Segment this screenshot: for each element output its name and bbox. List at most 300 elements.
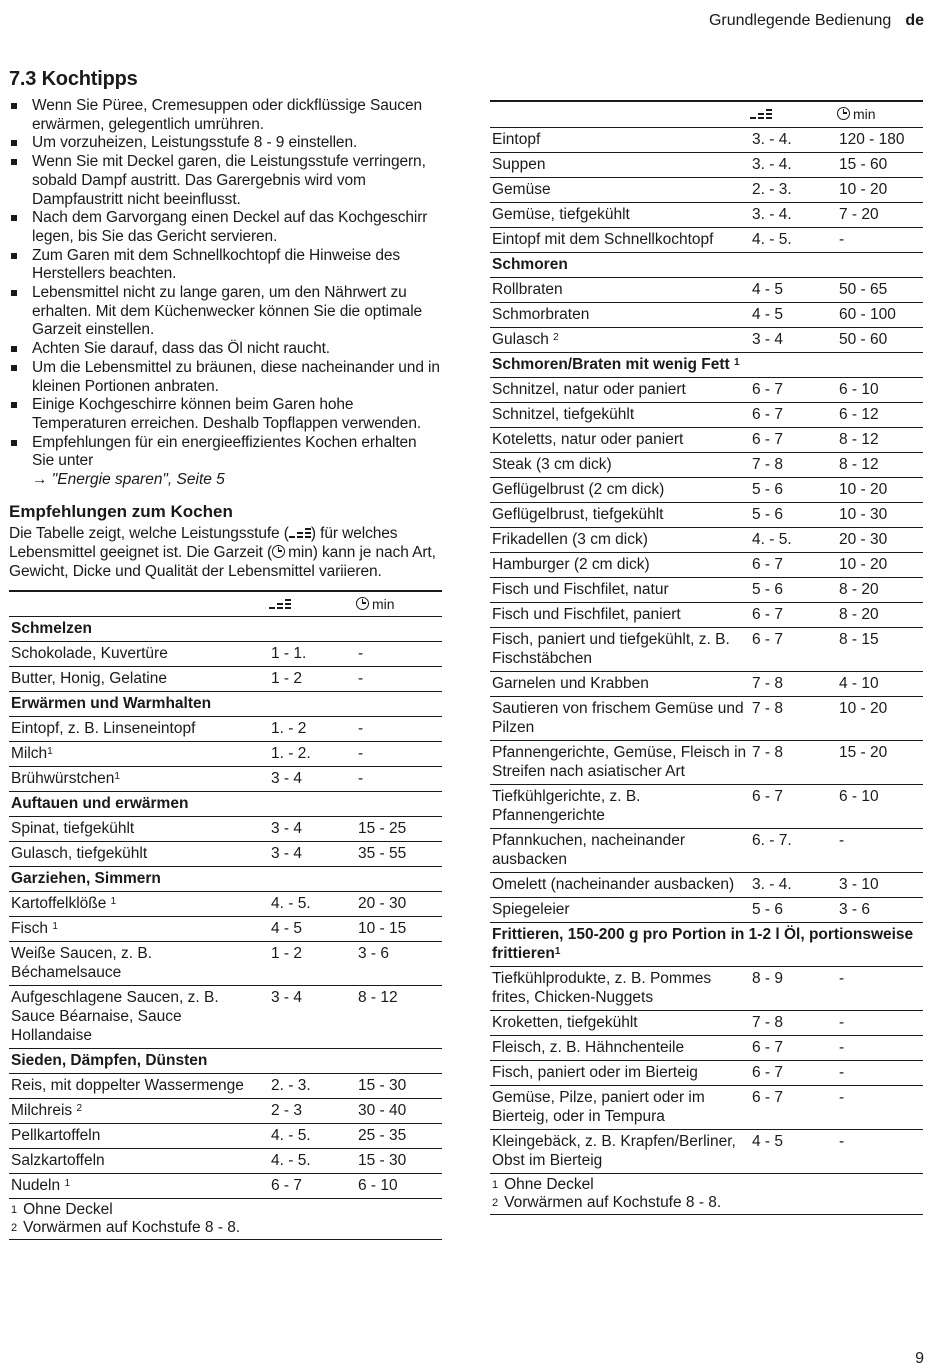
food-label: Fisch: [11, 920, 53, 938]
header-time-cell: [837, 101, 923, 127]
time-cell: 15 - 20: [837, 740, 923, 784]
level-cell: 1. - 2.: [269, 742, 356, 767]
table-row: [490, 1035, 923, 1060]
footnote-marker: 2: [76, 1103, 83, 1115]
level-cell: 4 - 5: [269, 917, 356, 942]
time-cell: 120 - 180: [837, 127, 923, 152]
food-cell: [9, 892, 269, 917]
table-row: [9, 842, 442, 867]
time-cell: 8 - 12: [356, 986, 442, 1049]
time-cell: -: [356, 642, 442, 667]
category-row: [9, 617, 442, 642]
tips-list: [9, 97, 442, 471]
level-cell: 6 - 7: [750, 552, 837, 577]
table-row: [490, 127, 923, 152]
footnote-marker: 1: [47, 746, 53, 758]
cross-reference-link[interactable]: → "Energie sparen", Seite 5: [32, 471, 225, 489]
time-cell: 15 - 25: [356, 817, 442, 842]
table-row: [9, 717, 442, 742]
cooking-table-left: [9, 590, 442, 1200]
section-heading: [9, 68, 442, 91]
food-cell: [490, 784, 750, 828]
food-cell: [490, 177, 750, 202]
level-cell: 4. - 5.: [750, 527, 837, 552]
level-cell: 3. - 4.: [750, 152, 837, 177]
category-label: Schmoren: [492, 255, 568, 273]
time-cell: 8 - 15: [837, 627, 923, 671]
tip-item: Um vorzuheizen, Leistungsstufe 8 - 9 einstellen.: [9, 134, 442, 153]
intro-part-2: ) für welches Lebensmittel geeignet ist. Die Garzeit (: [9, 524, 398, 561]
level-cell: 6 - 7: [750, 427, 837, 452]
tip-item: Um die Lebensmittel zu bräunen, diese nacheinander und in kleinen Portionen anbraten.: [9, 359, 442, 396]
food-cell: [9, 986, 269, 1049]
table-row: [9, 1124, 442, 1149]
food-label: Schnitzel, tiefgekühlt: [492, 405, 635, 423]
power-level-icon: [269, 595, 291, 609]
food-label: Eintopf, z. B. Linseneintopf: [11, 720, 196, 738]
food-cell: [490, 1129, 750, 1173]
category-row: [9, 692, 442, 717]
time-cell: -: [356, 767, 442, 792]
table-row: [490, 502, 923, 527]
level-cell: 7 - 8: [750, 452, 837, 477]
right-column: [490, 100, 923, 1215]
time-cell: 30 - 40: [356, 1099, 442, 1124]
table-row: [490, 377, 923, 402]
time-cell: 8 - 20: [837, 602, 923, 627]
category-cell: [9, 867, 442, 892]
level-cell: 3 - 4: [269, 986, 356, 1049]
category-cell: [490, 352, 923, 377]
table-row: [490, 402, 923, 427]
food-label: Pfannengerichte, Gemüse, Fleisch in Streifen nach asiatischer Art: [492, 743, 747, 780]
food-cell: [490, 302, 750, 327]
footnote-marker: 1: [110, 896, 117, 908]
food-cell: [490, 671, 750, 696]
level-cell: 1 - 2: [269, 667, 356, 692]
food-label: Gulasch: [492, 330, 554, 348]
food-label: Gulasch, tiefgekühlt: [11, 845, 148, 863]
intro-part-1: Die Tabelle zeigt, welche Leistungsstufe (: [9, 524, 289, 542]
food-label: Pfannkuchen, nacheinander ausbacken: [492, 831, 686, 868]
footnote-marker: 1: [52, 921, 58, 933]
food-label: Hamburger (2 cm dick): [492, 555, 650, 573]
level-cell: 6 - 7: [750, 402, 837, 427]
food-label: Fisch, paniert oder im Bierteig: [492, 1063, 698, 1081]
food-cell: [9, 767, 269, 792]
food-cell: [490, 127, 750, 152]
tip-item: Empfehlungen für ein energieeffizientes Kochen erhalten Sie unter: [9, 434, 442, 471]
time-cell: 10 - 15: [356, 917, 442, 942]
level-cell: 3. - 4.: [750, 127, 837, 152]
food-cell: [490, 552, 750, 577]
time-cell: 3 - 6: [356, 942, 442, 986]
food-cell: [490, 1060, 750, 1085]
header-level-cell: [269, 591, 356, 617]
category-label: Sieden, Dämpfen, Dünsten: [11, 1052, 208, 1070]
footnote-item: [492, 1176, 921, 1194]
food-cell: [490, 527, 750, 552]
left-column: [9, 68, 442, 1240]
table-row: [490, 740, 923, 784]
food-cell: [490, 740, 750, 784]
level-cell: 6 - 7: [750, 602, 837, 627]
footnote-marker: 1: [734, 356, 740, 368]
time-cell: -: [356, 717, 442, 742]
table-row: [490, 627, 923, 671]
level-cell: 8 - 9: [750, 966, 837, 1010]
category-row: [490, 922, 923, 966]
tip-item: Achten Sie darauf, dass das Öl nicht raucht.: [9, 340, 442, 359]
food-cell: [490, 966, 750, 1010]
level-cell: 3. - 4.: [750, 872, 837, 897]
food-label: Spinat, tiefgekühlt: [11, 820, 135, 838]
table-row: [490, 577, 923, 602]
food-label: Weiße Saucen, z. B. Béchamelsauce: [11, 945, 152, 982]
level-cell: 4. - 5.: [269, 1149, 356, 1174]
table-row: [9, 767, 442, 792]
food-cell: [9, 742, 269, 767]
time-cell: 8 - 12: [837, 427, 923, 452]
header-language: de: [905, 12, 924, 29]
food-cell: [9, 717, 269, 742]
time-cell: 3 - 10: [837, 872, 923, 897]
footnotes-right: [490, 1174, 923, 1215]
category-cell: [9, 1049, 442, 1074]
food-label: Spiegeleier: [492, 900, 570, 918]
food-label: Geflügelbrust (2 cm dick): [492, 480, 665, 498]
food-label: Aufgeschlagene Saucen, z. B. Sauce Béarnaise, Sauce Hollandaise: [11, 989, 219, 1045]
food-label: Fisch und Fischfilet, natur: [492, 580, 669, 598]
footnote-item: [11, 1201, 440, 1219]
tip-item: Einige Kochgeschirre können beim Garen hohe Temperaturen erreichen. Deshalb Topflappen verwenden.: [9, 396, 442, 433]
table-row: [490, 602, 923, 627]
food-cell: [9, 642, 269, 667]
cooking-table-right: [490, 100, 923, 1174]
level-cell: 7 - 8: [750, 671, 837, 696]
level-cell: 3. - 4.: [750, 202, 837, 227]
category-label: Schmelzen: [11, 620, 92, 638]
table-row: [490, 477, 923, 502]
time-cell: -: [837, 1129, 923, 1173]
food-cell: [490, 577, 750, 602]
food-label: Tiefkühlgerichte, z. B. Pfannengerichte: [492, 787, 641, 824]
food-label: Eintopf mit dem Schnellkochtopf: [492, 230, 714, 248]
food-label: Reis, mit doppelter Wassermenge: [11, 1077, 244, 1095]
category-cell: [9, 692, 442, 717]
table-row: [490, 202, 923, 227]
category-row: [490, 352, 923, 377]
page-number: 9: [915, 1350, 924, 1367]
header-section-title: Grundlegende Bedienung: [708, 12, 892, 29]
food-label: Frikadellen (3 cm dick): [492, 530, 648, 548]
level-cell: 4 - 5: [750, 1129, 837, 1173]
table-row: [490, 671, 923, 696]
food-cell: [490, 828, 750, 872]
level-cell: 2 - 3: [269, 1099, 356, 1124]
table-row: [490, 1010, 923, 1035]
table-row: [490, 302, 923, 327]
level-cell: 4 - 5: [750, 302, 837, 327]
table-row: [490, 427, 923, 452]
section-number: 7.3: [9, 68, 37, 90]
footnote-number: 1: [492, 1178, 499, 1191]
food-label: Salzkartoffeln: [11, 1152, 105, 1170]
time-cell: -: [356, 742, 442, 767]
food-label: Schokolade, Kuvertüre: [11, 645, 168, 663]
food-cell: [490, 452, 750, 477]
category-cell: [490, 922, 923, 966]
table-row: [9, 817, 442, 842]
category-cell: [9, 792, 442, 817]
food-cell: [490, 402, 750, 427]
table-row: [9, 1099, 442, 1124]
intro-min: min: [288, 543, 313, 561]
level-cell: 1 - 1.: [269, 642, 356, 667]
time-cell: 10 - 30: [837, 502, 923, 527]
level-cell: 5 - 6: [750, 577, 837, 602]
level-cell: 5 - 6: [750, 477, 837, 502]
category-label: Erwärmen und Warmhalten: [11, 695, 212, 713]
level-cell: 4. - 5.: [269, 892, 356, 917]
time-cell: 3 - 6: [837, 897, 923, 922]
level-cell: 5 - 6: [750, 502, 837, 527]
table-row: [490, 1085, 923, 1129]
level-cell: 7 - 8: [750, 1010, 837, 1035]
category-label: Frittieren, 150-200 g pro Portion in 1-2 l Öl, portionsweise frittieren: [492, 925, 914, 962]
food-label: Milch: [11, 745, 48, 763]
table-row: [490, 177, 923, 202]
category-label: Garziehen, Simmern: [11, 870, 161, 888]
food-cell: [9, 1124, 269, 1149]
food-cell: [490, 277, 750, 302]
time-cell: -: [837, 1060, 923, 1085]
power-level-icon: [750, 105, 772, 119]
recommendations-intro: [9, 524, 442, 581]
food-label: Fisch, paniert und tiefgekühlt, z. B. Fischstäbchen: [492, 630, 730, 667]
food-cell: [9, 1174, 269, 1199]
category-row: [9, 1049, 442, 1074]
clock-icon: [837, 107, 850, 120]
food-label: Milchreis: [11, 1102, 77, 1120]
level-cell: 1. - 2: [269, 717, 356, 742]
category-cell: [490, 252, 923, 277]
food-label: Omelett (nacheinander ausbacken): [492, 875, 735, 893]
level-cell: 3 - 4: [269, 767, 356, 792]
time-cell: 8 - 20: [837, 577, 923, 602]
header-time-cell: [356, 591, 442, 617]
level-cell: 6 - 7: [269, 1174, 356, 1199]
header-food-cell: [9, 591, 269, 617]
level-cell: 6 - 7: [750, 1060, 837, 1085]
food-cell: [490, 872, 750, 897]
footnote-number: 1: [11, 1204, 18, 1217]
category-row: [490, 252, 923, 277]
food-label: Fisch und Fischfilet, paniert: [492, 605, 681, 623]
food-label: Schnitzel, natur oder paniert: [492, 380, 686, 398]
table-row: [9, 742, 442, 767]
time-cell: 6 - 10: [837, 784, 923, 828]
time-cell: -: [837, 227, 923, 252]
level-cell: 6. - 7.: [750, 828, 837, 872]
table-row: [490, 872, 923, 897]
footnote-text: Ohne Deckel: [504, 1175, 594, 1193]
table-row: [9, 1074, 442, 1099]
time-cell: 6 - 12: [837, 402, 923, 427]
section-title: Kochtipps: [41, 68, 138, 90]
table-row: [490, 1060, 923, 1085]
food-label: Rollbraten: [492, 280, 563, 298]
food-label: Gemüse: [492, 180, 551, 198]
level-cell: 4. - 5.: [750, 227, 837, 252]
food-label: Butter, Honig, Gelatine: [11, 670, 167, 688]
footnote-item: [11, 1219, 440, 1237]
table-row: [9, 1174, 442, 1199]
level-cell: 2. - 3.: [750, 177, 837, 202]
time-cell: 20 - 30: [837, 527, 923, 552]
tip-item: Wenn Sie mit Deckel garen, die Leistungsstufe verringern, sobald Dampf austritt. Das Garergebnis wird vom Dampfaustritt nicht beeinflusst.: [9, 153, 442, 209]
food-cell: [490, 1010, 750, 1035]
footnote-marker: 1: [64, 1178, 70, 1190]
footnote-item: [492, 1194, 921, 1212]
header-food-cell: [490, 101, 750, 127]
category-cell: [9, 617, 442, 642]
food-cell: [9, 942, 269, 986]
level-cell: 5 - 6: [750, 897, 837, 922]
table-row: [490, 828, 923, 872]
footnote-marker: 1: [114, 771, 120, 783]
food-cell: [490, 1035, 750, 1060]
recommendations-heading: Empfehlungen zum Kochen: [9, 501, 233, 521]
table-row: [490, 897, 923, 922]
time-cell: 10 - 20: [837, 552, 923, 577]
category-row: [9, 867, 442, 892]
footnote-number: 2: [11, 1222, 18, 1235]
food-label: Fleisch, z. B. Hähnchenteile: [492, 1038, 685, 1056]
food-label: Brühwürstchen: [11, 770, 115, 788]
level-cell: 4. - 5.: [269, 1124, 356, 1149]
time-cell: 60 - 100: [837, 302, 923, 327]
time-cell: 10 - 20: [837, 696, 923, 740]
header-level-cell: [750, 101, 837, 127]
food-label: Kartoffelklöße: [11, 895, 111, 913]
page-header: [709, 12, 924, 30]
level-cell: 6 - 7: [750, 377, 837, 402]
table-header-row: [490, 101, 923, 127]
food-label: Pellkartoffeln: [11, 1127, 101, 1145]
table-row: [490, 552, 923, 577]
table-row: [9, 986, 442, 1049]
table-row: [9, 942, 442, 986]
level-cell: 3 - 4: [269, 817, 356, 842]
footnotes-left: [9, 1199, 442, 1240]
food-label: Kroketten, tiefgekühlt: [492, 1013, 638, 1031]
cross-reference-line: [9, 471, 442, 490]
footnote-marker: 1: [554, 945, 561, 957]
food-label: Steak (3 cm dick): [492, 455, 612, 473]
table-row: [490, 527, 923, 552]
time-cell: 20 - 30: [356, 892, 442, 917]
food-cell: [9, 667, 269, 692]
table-row: [490, 1129, 923, 1173]
clock-icon: [272, 545, 285, 558]
food-cell: [490, 227, 750, 252]
level-cell: 3 - 4: [269, 842, 356, 867]
tip-item: Lebensmittel nicht zu lange garen, um den Nährwert zu erhalten. Mit dem Küchenwecker können Sie die optimale Garzeit einstellen.: [9, 284, 442, 340]
food-label: Kleingebäck, z. B. Krapfen/Berliner, Obst im Bierteig: [492, 1132, 736, 1169]
time-cell: -: [837, 1010, 923, 1035]
table-row: [9, 1149, 442, 1174]
food-label: Nudeln: [11, 1177, 65, 1195]
category-row: [9, 792, 442, 817]
food-cell: [490, 696, 750, 740]
time-cell: 6 - 10: [837, 377, 923, 402]
time-cell: 7 - 20: [837, 202, 923, 227]
food-cell: [9, 917, 269, 942]
table-header-row: [9, 591, 442, 617]
level-cell: 3 - 4: [750, 327, 837, 352]
food-label: Eintopf: [492, 130, 541, 148]
level-cell: 2. - 3.: [269, 1074, 356, 1099]
level-cell: 1 - 2: [269, 942, 356, 986]
food-label: Tiefkühlprodukte, z. B. Pommes frites, Chicken-Nuggets: [492, 969, 712, 1006]
level-cell: 6 - 7: [750, 1085, 837, 1129]
table-row: [490, 696, 923, 740]
food-cell: [9, 1099, 269, 1124]
time-cell: 4 - 10: [837, 671, 923, 696]
food-cell: [490, 627, 750, 671]
food-cell: [490, 152, 750, 177]
level-cell: 6 - 7: [750, 784, 837, 828]
food-cell: [9, 1149, 269, 1174]
table-row: [490, 152, 923, 177]
table-row: [9, 667, 442, 692]
footnote-text: Vorwärmen auf Kochstufe 8 - 8.: [23, 1219, 241, 1237]
food-cell: [490, 427, 750, 452]
time-cell: 50 - 60: [837, 327, 923, 352]
time-cell: 10 - 20: [837, 477, 923, 502]
table-row: [490, 452, 923, 477]
level-cell: 4 - 5: [750, 277, 837, 302]
time-cell: 15 - 30: [356, 1149, 442, 1174]
food-cell: [490, 602, 750, 627]
level-cell: 7 - 8: [750, 696, 837, 740]
intro-part-3: ) kann je nach Art, Gewicht, Dicke und Qualität der Lebensmittel variieren.: [9, 543, 436, 580]
tip-item: Zum Garen mit dem Schnellkochtopf die Hinweise des Herstellers beachten.: [9, 247, 442, 284]
level-cell: 6 - 7: [750, 627, 837, 671]
table-row: [490, 327, 923, 352]
food-cell: [490, 202, 750, 227]
food-label: Garnelen und Krabben: [492, 674, 649, 692]
time-cell: 50 - 65: [837, 277, 923, 302]
time-cell: -: [837, 1085, 923, 1129]
table-row: [9, 917, 442, 942]
food-label: Geflügelbrust, tiefgekühlt: [492, 505, 664, 523]
food-label: Gemüse, Pilze, paniert oder im Bierteig, oder in Tempura: [492, 1088, 705, 1125]
food-label: Suppen: [492, 155, 546, 173]
time-cell: 8 - 12: [837, 452, 923, 477]
food-cell: [9, 1074, 269, 1099]
level-cell: 7 - 8: [750, 740, 837, 784]
food-cell: [490, 897, 750, 922]
table-row: [9, 892, 442, 917]
food-label: Schmorbraten: [492, 305, 590, 323]
food-cell: [490, 377, 750, 402]
tip-item: Nach dem Garvorgang einen Deckel auf das Kochgeschirr legen, bis Sie das Gericht servieren.: [9, 209, 442, 246]
time-cell: 25 - 35: [356, 1124, 442, 1149]
time-cell: -: [837, 1035, 923, 1060]
category-label: Auftauen und erwärmen: [11, 795, 189, 813]
